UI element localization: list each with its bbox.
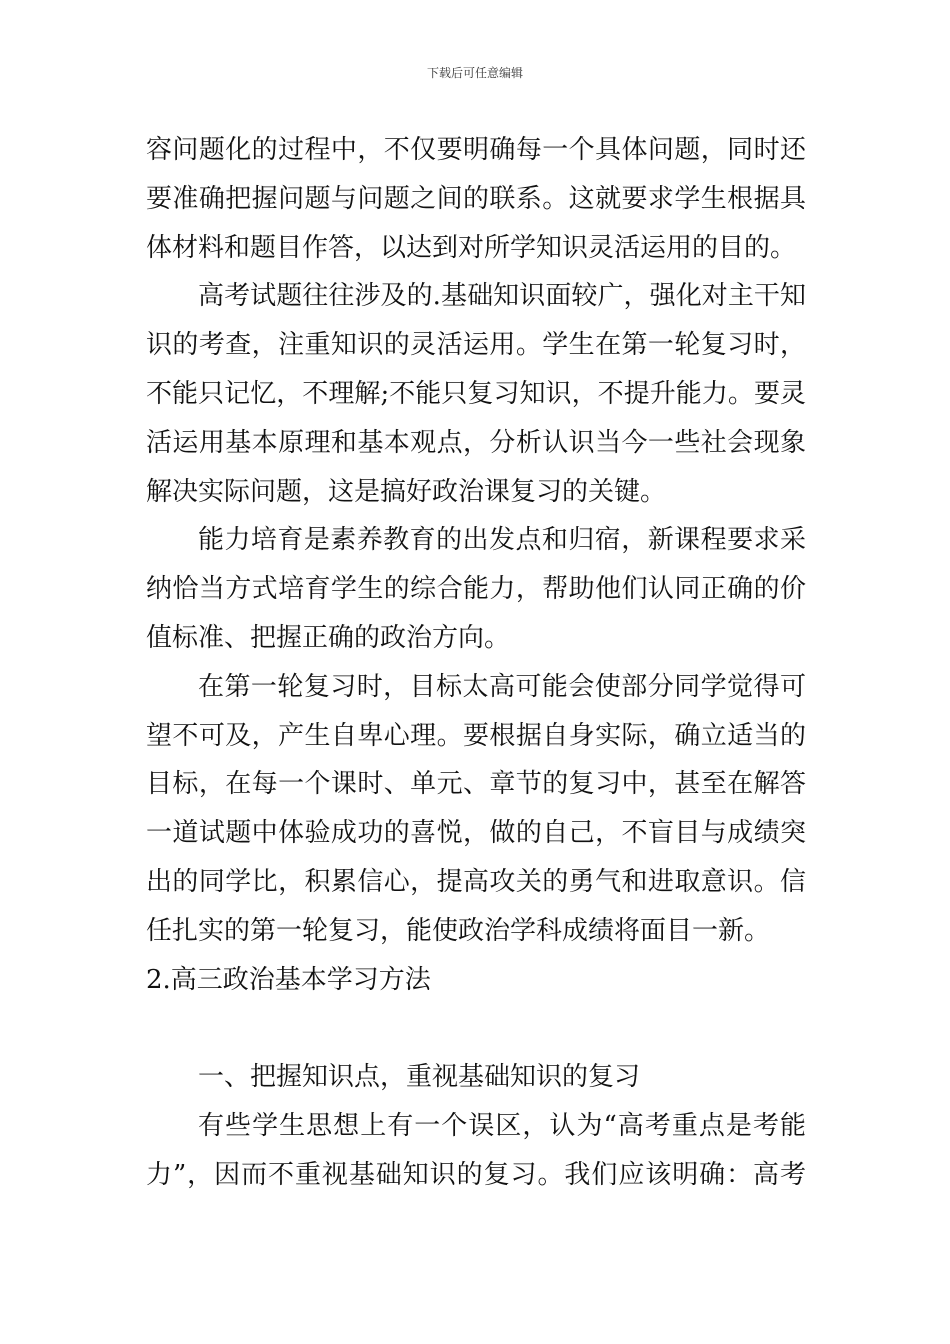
text-line: 识的考查，注重知识的灵活运用。学生在第一轮复习时， (146, 330, 806, 361)
paragraph-start-line: 有些学生思想上有一个误区，认为“高考重点是考能 (198, 1110, 806, 1141)
text-line: 一道试题中体验成功的喜悦，做的自己，不盲目与成绩突 (146, 818, 806, 849)
text-line: 体材料和题目作答，以达到对所学知识灵活运用的目的。 (146, 232, 797, 263)
text-line: 出的同学比，积累信心，提高攻关的勇气和进取意识。信 (146, 866, 806, 897)
text-line: 要准确把握问题与问题之间的联系。这就要求学生根据具 (146, 183, 806, 214)
section-heading: 2.高三政治基本学习方法 (146, 964, 431, 995)
document-body (146, 126, 806, 1200)
blank-line (146, 1004, 806, 1053)
text-line: 容问题化的过程中，不仅要明确每一个具体问题，同时还 (146, 135, 806, 165)
text-line: 值标准、把握正确的政治方向。 (146, 622, 511, 653)
text-line: 解决实际问题，这是搞好政治课复习的关键。 (146, 476, 667, 507)
paragraph-start-line: 高考试题往往涉及的.基础知识面较广，强化对主干知 (198, 281, 806, 312)
text-line: 力”，因而不重视基础知识的复习。我们应该明确：高考 (146, 1159, 806, 1190)
paragraph-start-line: 在第一轮复习时，目标太高可能会使部分同学觉得可 (198, 671, 806, 702)
subsection-heading: 一、把握知识点，重视基础知识的复习 (198, 1062, 641, 1093)
page-header: 下载后可任意编辑 (426, 66, 523, 80)
text-line: 任扎实的第一轮复习，能使政治学科成绩将面目一新。 (146, 915, 771, 946)
text-line: 不能只记忆，不理解;不能只复习知识，不提升能力。要灵 (146, 378, 806, 409)
text-line: 望不可及，产生自卑心理。要根据自身实际，确立适当的 (146, 720, 806, 751)
paragraph-start-line: 能力培育是素养教育的出发点和归宿，新课程要求采 (198, 525, 806, 556)
text-line: 纳恰当方式培育学生的综合能力，帮助他们认同正确的价 (146, 574, 806, 605)
text-line: 活运用基本原理和基本观点，分析认识当今一些社会现象 (146, 427, 806, 458)
text-line: 目标，在每一个课时、单元、章节的复习中，甚至在解答 (146, 769, 806, 800)
